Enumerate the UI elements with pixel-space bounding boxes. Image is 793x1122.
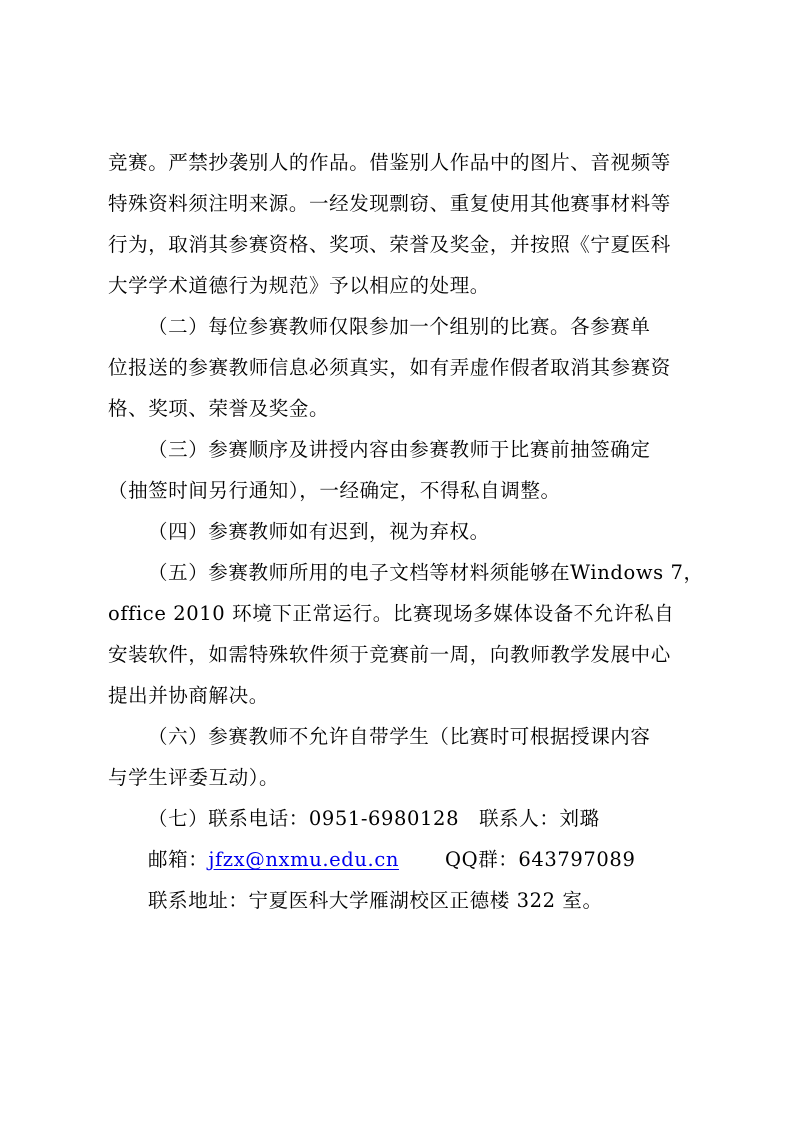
paragraph-line: 特殊资料须注明来源。一经发现剽窃、重复使用其他赛事材料等 — [108, 192, 671, 215]
address-label: 联系地址： — [148, 889, 249, 912]
contact-address-line — [148, 881, 688, 921]
paragraph-line: 大学学术道德行为规范》予以相应的处理。 — [108, 274, 490, 297]
paragraph-line: office 2010 环境下正常运行。比赛现场多媒体设备不允许私自 — [108, 602, 675, 625]
phone-number: 0951-6980128 — [308, 807, 460, 830]
paragraph-line: （二）每位参赛教师仅限参加一个组别的比赛。各参赛单 — [148, 315, 651, 338]
paragraph-line: （四）参赛教师如有迟到，视为弃权。 — [148, 520, 490, 543]
paragraph-line: 竞赛。严禁抄袭别人的作品。借鉴别人作品中的图片、音视频等 — [108, 151, 671, 174]
paragraph-line: （六）参赛教师不允许自带学生（比赛时可根据授课内容 — [148, 725, 651, 748]
contact-person-label: 联系人： — [479, 807, 560, 830]
paragraph-line: （三）参赛顺序及讲授内容由参赛教师于比赛前抽签确定 — [148, 438, 651, 461]
qq-group-number: 643797089 — [518, 848, 636, 871]
contact-email-line — [148, 840, 688, 880]
contact-person-name: 刘璐 — [559, 807, 600, 830]
email-label: 邮箱： — [148, 848, 209, 871]
paragraph-line: 格、奖项、荣誉及奖金。 — [108, 397, 330, 420]
paragraph-line: 安装软件，如需特殊软件须于竞赛前一周，向教师教学发展中心 — [108, 643, 671, 666]
phone-label: （七）联系电话： — [148, 807, 309, 830]
paragraph-line: （抽签时间另行通知），一经确定，不得私自调整。 — [108, 479, 561, 502]
address-text: 宁夏医科大学雁湖校区正德楼 322 室。 — [248, 889, 603, 912]
paragraph-line: 位报送的参赛教师信息必须真实，如有弄虚作假者取消其参赛资 — [108, 356, 671, 379]
qq-group-label: QQ群： — [445, 848, 519, 871]
contact-phone-line — [148, 799, 688, 839]
paragraph-line: （五）参赛教师所用的电子文档等材料须能够在Windows 7， — [148, 561, 704, 584]
email-link[interactable]: jfzx@nxmu.edu.cn — [208, 848, 400, 871]
paragraph-line: 提出并协商解决。 — [108, 684, 269, 707]
paragraph-line: 与学生评委互动）。 — [108, 766, 280, 789]
paragraph-line: 行为，取消其参赛资格、奖项、荣誉及奖金，并按照《宁夏医科 — [108, 233, 671, 256]
